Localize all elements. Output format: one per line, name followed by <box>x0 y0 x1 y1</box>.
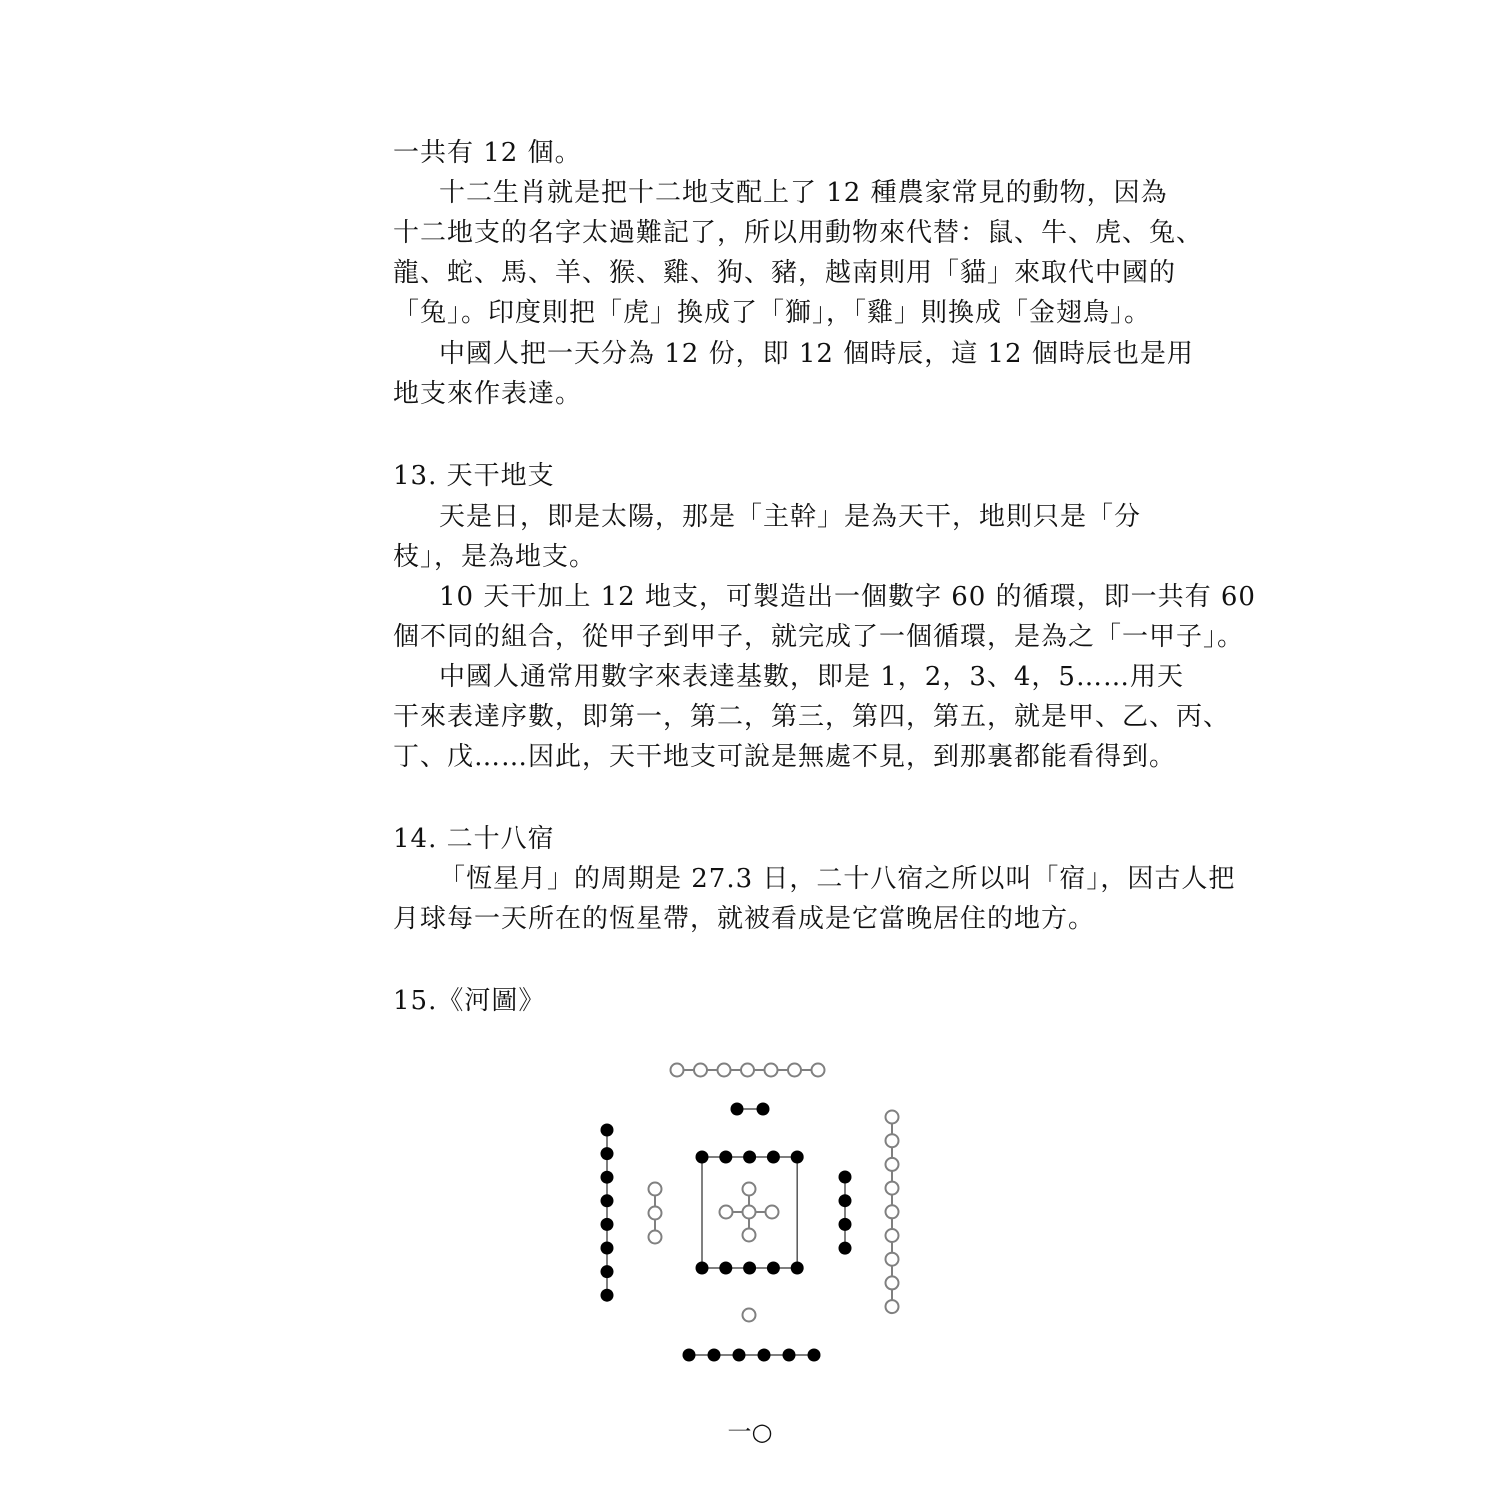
section-heading-13: 13. 天干地支 <box>393 461 555 491</box>
section-heading-14: 14. 二十八宿 <box>393 824 555 854</box>
text-line: 「兔」。印度則把「虎」換成了「獅」，「雞」則換成「金翅鳥」。 <box>393 298 1152 328</box>
text-line: 天是日，即是太陽，那是「主幹」是為天干，地則只是「分 <box>439 502 1142 532</box>
top-outer-dot <box>718 1064 731 1077</box>
bottom-outer-dot <box>733 1349 746 1362</box>
text-line: 丁、戊……因此，天干地支可說是無處不見，到那裏都能看得到。 <box>393 742 1177 772</box>
text-line: 龍、蛇、馬、羊、猴、雞、狗、豬，越南則用「貓」來取代中國的 <box>393 258 1177 288</box>
bottom-outer-dot <box>683 1349 696 1362</box>
center-square-dot <box>719 1151 732 1164</box>
bottom-outer-dot <box>808 1349 821 1362</box>
top-outer-dot <box>788 1064 801 1077</box>
left-outer-dot <box>601 1242 614 1255</box>
right-inner-dot <box>839 1194 852 1207</box>
top-outer-dot <box>671 1064 684 1077</box>
text-line: 十二生肖就是把十二地支配上了 12 種農家常見的動物，因為 <box>439 178 1168 208</box>
center-cross-dot <box>743 1206 756 1219</box>
top-outer-dot <box>812 1064 825 1077</box>
center-square-dot <box>791 1262 804 1275</box>
text-line: 地支來作表達。 <box>393 379 583 409</box>
center-square-dot <box>767 1262 780 1275</box>
text-line: 個不同的組合，從甲子到甲子，就完成了一個循環，是為之「一甲子」。 <box>393 622 1245 652</box>
right-outer-dot <box>886 1253 899 1266</box>
right-outer-dot <box>886 1158 899 1171</box>
right-outer-dot <box>886 1205 899 1218</box>
text-line: 枝」，是為地支。 <box>393 542 597 572</box>
center-square-dot <box>696 1262 709 1275</box>
center-cross-dot <box>743 1229 756 1242</box>
page-number: 一○ <box>727 1418 773 1446</box>
left-outer-dot <box>601 1289 614 1302</box>
top-inner-dot <box>731 1103 744 1116</box>
text-line: 中國人把一天分為 12 份，即 12 個時辰，這 12 個時辰也是用 <box>439 339 1194 369</box>
top-inner-dot <box>757 1103 770 1116</box>
center-cross-dot <box>743 1183 756 1196</box>
right-outer-dot <box>886 1182 899 1195</box>
top-outer-dot <box>694 1064 707 1077</box>
right-outer-dot <box>886 1276 899 1289</box>
right-outer-dot <box>886 1134 899 1147</box>
center-cross-dot <box>720 1206 733 1219</box>
center-cross-dot <box>766 1206 779 1219</box>
left-outer-dot <box>601 1265 614 1278</box>
text-line: 10 天干加上 12 地支，可製造出一個數字 60 的循環，即一共有 60 <box>439 582 1256 612</box>
bottom-outer-dot <box>783 1349 796 1362</box>
text-line: 中國人通常用數字來表達基數，即是 1，2，3、4，5……用天 <box>439 662 1184 692</box>
right-inner-dot <box>839 1218 852 1231</box>
center-square-dot <box>696 1151 709 1164</box>
left-inner-dot <box>649 1231 662 1244</box>
right-inner-dot <box>839 1171 852 1184</box>
left-outer-dot <box>601 1147 614 1160</box>
left-outer-dot <box>601 1171 614 1184</box>
text-line: 「恆星月」的周期是 27.3 日，二十八宿之所以叫「宿」，因古人把 <box>439 864 1236 894</box>
left-outer-dot <box>601 1124 614 1137</box>
right-inner-dot <box>839 1242 852 1255</box>
left-outer-dot <box>601 1218 614 1231</box>
text-line: 一共有 12 個。 <box>393 138 582 168</box>
top-outer-dot <box>741 1064 754 1077</box>
bottom-inner-dot <box>743 1309 756 1322</box>
center-square-dot <box>767 1151 780 1164</box>
text-line: 月球每一天所在的恆星帶，就被看成是它當晚居住的地方。 <box>393 904 1096 934</box>
right-outer-dot <box>886 1300 899 1313</box>
section-heading-15: 15.《河圖》 <box>393 986 546 1016</box>
right-outer-dot <box>886 1229 899 1242</box>
left-inner-dot <box>649 1207 662 1220</box>
center-square-dot <box>719 1262 732 1275</box>
bottom-outer-dot <box>758 1349 771 1362</box>
bottom-outer-dot <box>708 1349 721 1362</box>
top-outer-dot <box>765 1064 778 1077</box>
right-outer-dot <box>886 1111 899 1124</box>
text-line: 十二地支的名字太過難記了，所以用動物來代替：鼠、牛、虎、兔、 <box>393 218 1204 248</box>
center-square-dot <box>791 1151 804 1164</box>
left-outer-dot <box>601 1194 614 1207</box>
center-square-dot <box>743 1262 756 1275</box>
left-inner-dot <box>649 1183 662 1196</box>
text-line: 干來表達序數，即第一，第二，第三，第四，第五，就是甲、乙、丙、 <box>393 702 1231 732</box>
center-square-dot <box>743 1151 756 1164</box>
